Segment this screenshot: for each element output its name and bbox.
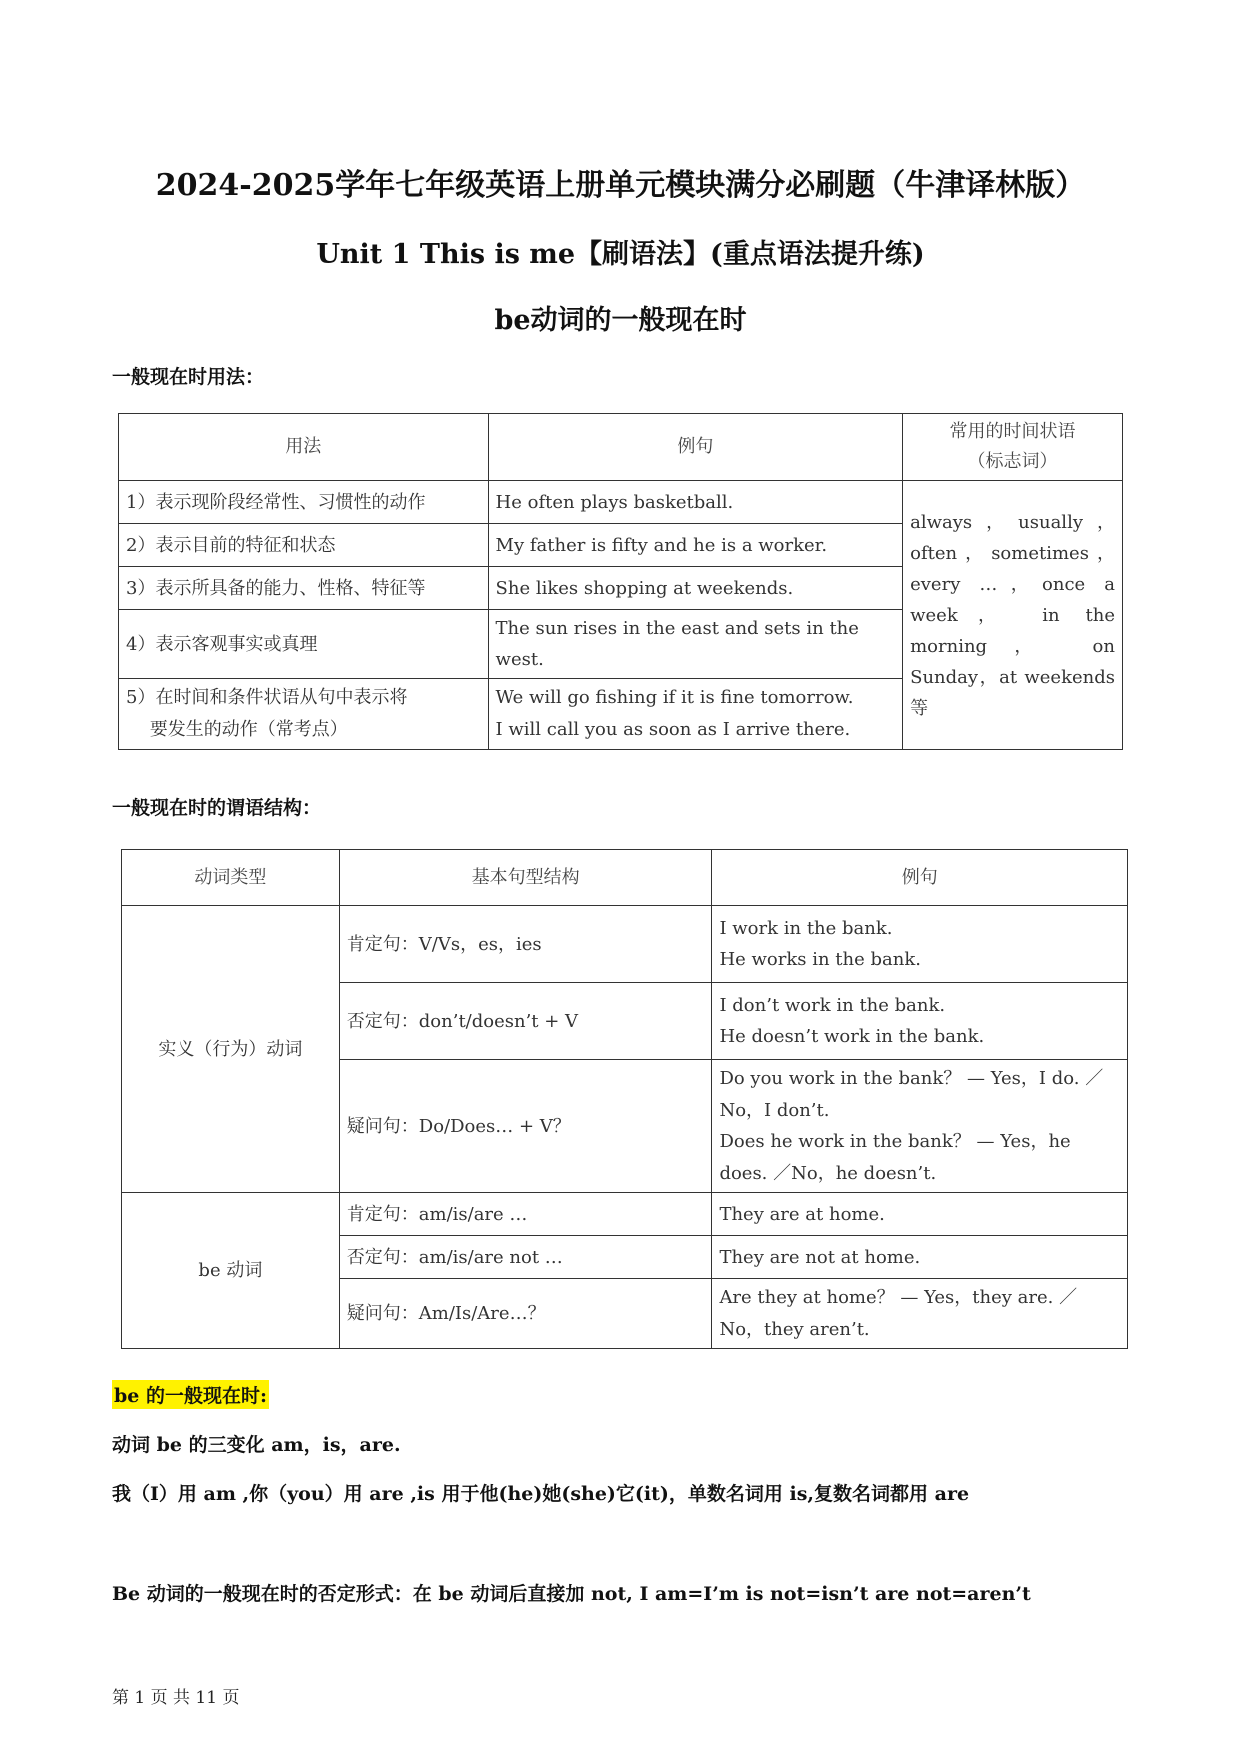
example-cell: The sun rises in the east and sets in the west. [488, 610, 903, 679]
table-header-row [122, 850, 1128, 906]
highlighted-heading: be 的一般现在时: [112, 1380, 269, 1409]
example-cell: They are not at home. [712, 1236, 1128, 1279]
pattern-cell: 疑问句：Am/Is/Are…？ [339, 1279, 712, 1349]
structure-heading: 一般现在时的谓语结构： [112, 797, 322, 819]
usage-cell: 2）表示目前的特征和状态 [119, 524, 489, 567]
table-row [119, 481, 1123, 524]
example-cell: He often plays basketball. [488, 481, 903, 524]
header-pattern: 基本句型结构 [339, 850, 712, 906]
usage-cell: 1）表示现阶段经常性、习惯性的动作 [119, 481, 489, 524]
pattern-cell: 肯定句：V/Vs，es，ies [339, 906, 712, 983]
usage-cell: 3）表示所具备的能力、性格、特征等 [119, 567, 489, 610]
verb-type-be: be 动词 [122, 1193, 340, 1349]
header-example: 例句 [712, 850, 1128, 906]
document-title: 2024-2025学年七年级英语上册单元模块满分必刷题（牛津译林版） [155, 168, 1086, 203]
pattern-cell: 否定句：don’t/doesn’t + V [339, 983, 712, 1060]
header-adverbial [903, 414, 1123, 481]
text-line: 我（I）用 am ,你（you）用 are ,is 用于他(he)她(she)它(it)，单数名词用 is,复数名词都用 are [112, 1483, 970, 1505]
text-line: Be 动词的一般现在时的否定形式：在 be 动词后直接加 not, I am=I’m is not=isn’t are not=aren’t [112, 1583, 1031, 1605]
header-example: 例句 [488, 414, 903, 481]
example-cell: I work in the bank. He works in the bank. [712, 906, 1128, 983]
example-cell: Are they at home？ — Yes，they are. ／No，they aren’t. [712, 1279, 1128, 1349]
adverbials-cell: always，usually，often，sometimes， every …，once a week， in the morning， on Sunday，at weekends 等 [903, 481, 1123, 750]
usage-heading: 一般现在时用法： [112, 366, 265, 388]
example-cell: My father is fifty and he is a worker. [488, 524, 903, 567]
example-cell: We will go fishing if it is fine tomorrow. I will call you as soon as I arrive there. [488, 679, 903, 750]
verb-type-notional: 实义（行为）动词 [122, 906, 340, 1193]
topic-title: be动词的一般现在时 [494, 305, 747, 336]
example-cell: I don’t work in the bank. He doesn’t work in the bank. [712, 983, 1128, 1060]
usage-cell: 5）在时间和条件状语从句中表示将 要发生的动作（常考点） [119, 679, 489, 750]
example-cell: Do you work in the bank？ — Yes，I do. ／No，I don’t. Does he work in the bank？ — Yes，he does. ／No，he doesn’t. [712, 1060, 1128, 1193]
usage-table [118, 413, 1123, 750]
table-row [122, 1193, 1128, 1236]
table-header-row [119, 414, 1123, 481]
table-row [122, 906, 1128, 983]
structure-table [121, 849, 1128, 1349]
header-verb-type: 动词类型 [122, 850, 340, 906]
text-line: 动词 be 的三变化 am，is，are. [112, 1434, 401, 1456]
example-cell: They are at home. [712, 1193, 1128, 1236]
page-footer: 第 1 页 共 11 页 [112, 1688, 240, 1708]
example-cell: She likes shopping at weekends. [488, 567, 903, 610]
usage-cell: 4）表示客观事实或真理 [119, 610, 489, 679]
pattern-cell: 疑问句：Do/Does… + V？ [339, 1060, 712, 1193]
header-usage: 用法 [119, 414, 489, 481]
pattern-cell: 肯定句：am/is/are … [339, 1193, 712, 1236]
pattern-cell: 否定句：am/is/are not … [339, 1236, 712, 1279]
adverbial-header-text: 常用的时间状语 （标志词） [949, 421, 1076, 472]
document-subtitle: Unit 1 This is me【刷语法】(重点语法提升练) [316, 239, 925, 270]
